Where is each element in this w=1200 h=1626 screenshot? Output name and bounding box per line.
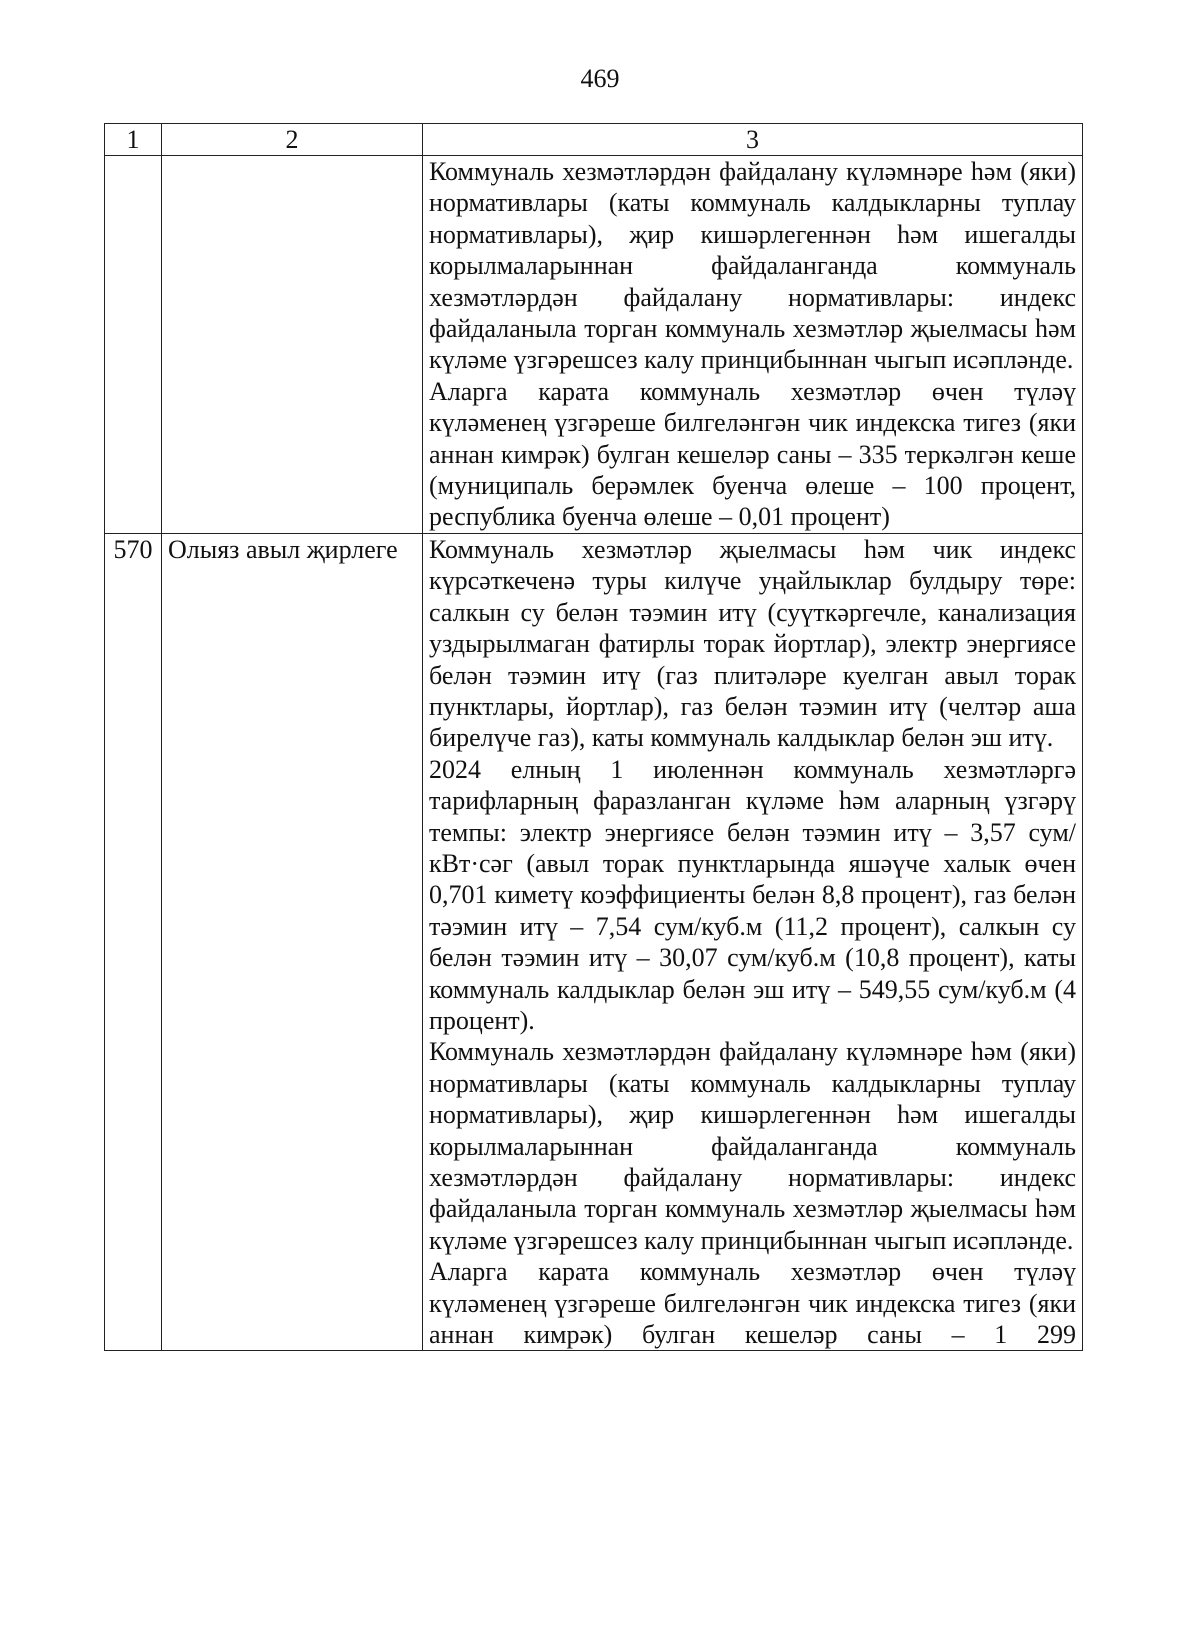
row-text [423, 156, 1083, 534]
table-header-row [105, 124, 1083, 156]
header-cell-3: 3 [423, 124, 1083, 156]
table-row [105, 156, 1083, 534]
document-table [104, 123, 1083, 1351]
paragraph: Аларга карата коммуналь хезмәтләр өчен түләү күләменең үзгәреше билгеләнгән чик индекска тигез (яки аннан кимрәк) булган кешеләр саны – 1 299 [429, 1257, 1076, 1350]
paragraph: Аларга карата коммуналь хезмәтләр өчен түләү күләменең үзгәреше билгеләнгән чик индекска тигез (яки аннан кимрәк) булган кешеләр саны – 335 теркәлгән кеше (муниципаль берәмлек буенча өлеше – 100 процент, республика буенча өлеше – 0,01 процент) [429, 376, 1076, 532]
paragraph: 2024 елның 1 июленнән коммуналь хезмәтләргә тарифларның фаразланган күләме һәм аларның үзгәрү темпы: электр энергиясе белән тәэмин итү – 3,57 сум/кВт·сәг (авыл торак пунктларында яшәүче халык өчен 0,701 киметү коэффициенты белән 8,8 процент), газ белән тәэмин итү – 7,54 сум/куб.м (11,2 процент), салкын су белән тәэмин итү – 30,07 сум/куб.м (10,8 процент), каты коммуналь калдыклар белән эш итү – 549,55 сум/куб.м (4 процент). [429, 754, 1076, 1035]
row-number [105, 156, 162, 534]
paragraph: Коммуналь хезмәтләрдән файдалану күләмнәре һәм (яки) нормативлары (каты коммуналь калдыкларны туплау нормативлары), җир кишәрлегеннән һәм ишегалды корылмаларыннан файдаланганда коммуналь хезмәтләрдән файдалану нормативлары: индекс файдаланыла торган коммуналь хезмәтләр җыелмасы һәм күләме үзгәрешсез калу принцибыннан чыгып исәпләнде. [429, 1037, 1076, 1255]
row-name [162, 156, 423, 534]
table-row [105, 533, 1083, 1351]
paragraph: Коммуналь хезмәтләрдән файдалану күләмнәре һәм (яки) нормативлары (каты коммуналь калдыкларны туплау нормативлары), җир кишәрлегеннән һәм ишегалды корылмаларыннан файдаланганда коммуналь хезмәтләрдән файдалану нормативлары: индекс файдаланыла торган коммуналь хезмәтләр җыелмасы һәм күләме үзгәрешсез калу принцибыннан чыгып исәпләнде. [429, 157, 1076, 375]
paragraph: Коммуналь хезмәтләр җыелмасы һәм чик индекс күрсәткеченә туры килүче уңайлыклар булдыру төре: салкын су белән тәэмин итү (суүткәргечле, канализация уздырылмаган фатирлы торак йортлар), электр энергиясе белән тәэмин итү (газ плитәләре куелган авыл торак пунктлары, йортлар), газ белән тәэмин итү (челтәр аша бирелүче газ), каты коммуналь калдыклар белән эш итү. [429, 534, 1076, 753]
page-number: 469 [580, 64, 620, 93]
row-number: 570 [105, 533, 162, 1351]
header-cell-2: 2 [162, 124, 423, 156]
row-name: Олыяз авыл җирлеге [162, 533, 423, 1351]
header-cell-1: 1 [105, 124, 162, 156]
row-text [423, 533, 1083, 1351]
